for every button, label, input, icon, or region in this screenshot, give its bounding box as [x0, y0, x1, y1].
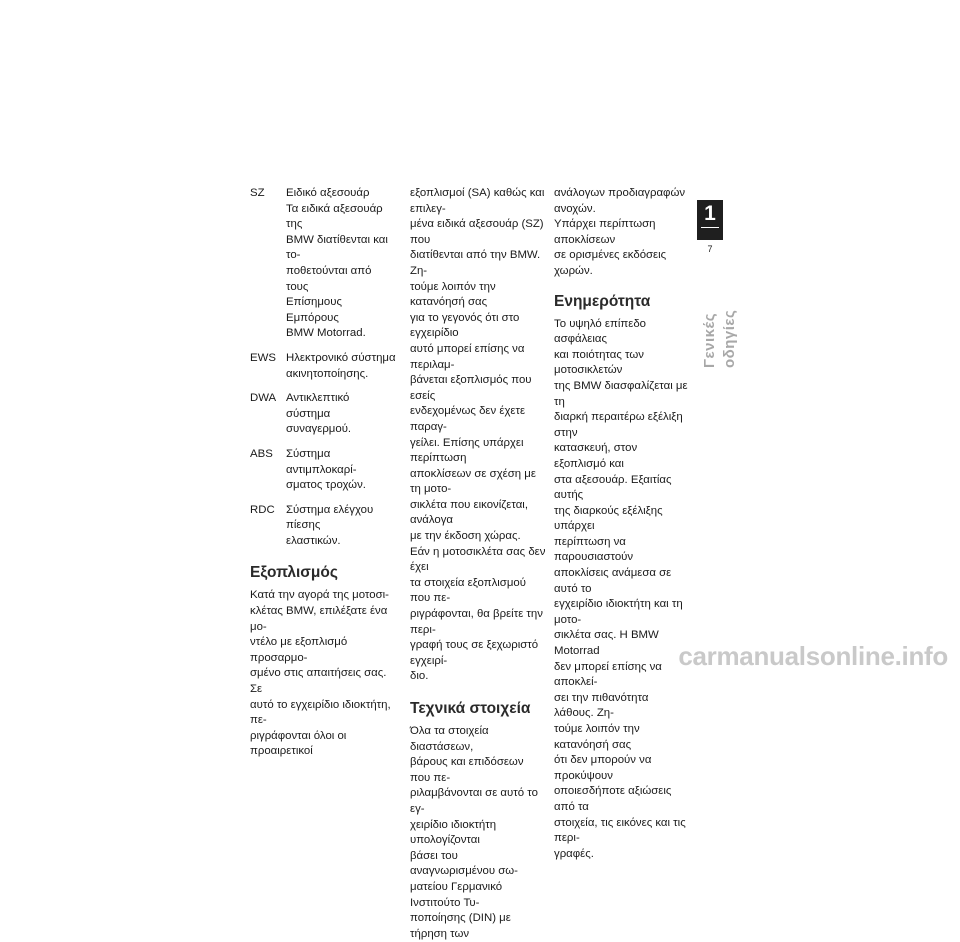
updates-heading: Ενημερότητα [554, 292, 651, 310]
abbreviation-key: RDC [250, 503, 275, 516]
chapter-title: Γενικές οδηγίες [701, 309, 738, 368]
chapter-divider [701, 227, 719, 228]
abbreviation-key: DWA [250, 392, 277, 405]
watermark: carmanualsonline.info [678, 641, 948, 671]
abbreviation-text: Αντικλεπτικό σύστημα συναγερμού. [286, 392, 352, 436]
abbreviation-text: Ηλεκτρονικό σύστημα ακινητοποίησης. [286, 351, 396, 380]
abbreviation-list [250, 186, 396, 549]
chapter-number: 1 [704, 202, 716, 225]
column-left [250, 186, 396, 760]
technical-data-paragraph-continued: ανάλογων προδιαγραφών ανοχών. Υπάρχει περίπτωση αποκλίσεων σε ορισμένες εκδόσεις χωρών. [554, 187, 686, 277]
column-right [554, 186, 690, 862]
abbreviation-row [250, 186, 396, 342]
abbreviation-key: EWS [250, 351, 276, 364]
technical-data-paragraph: Όλα τα στοιχεία διαστάσεων, βάρους και επιδόσεων που πε- ριλαμβάνονται σε αυτό το εγ- χειρίδιο ιδιοκτήτη υπολογίζονται βάσει του αναγνωρισμένου σω- ματείου Γερμανικό Ινστιτούτο Τυ- ποποίησης (DIN) με τήρηση των [410, 725, 538, 940]
equipment-heading: Εξοπλισμός [250, 564, 338, 582]
abbreviation-text: Ειδικό αξεσουάρ Τα ειδικά αξεσουάρ της BMW διατίθενται και το- ποθετούνται από τους Επίσημους Εμπόρους BMW Motorrad. [286, 187, 388, 340]
column-middle [410, 186, 546, 942]
abbreviation-key: SZ [250, 187, 265, 199]
abbreviation-row [250, 503, 396, 550]
page-number: 7 [707, 244, 713, 254]
abbreviation-row [250, 447, 396, 494]
page-number-box [697, 240, 723, 260]
equipment-paragraph: Κατά την αγορά της μοτοσι- κλέτας BMW, επιλέξατε ένα μο- ντέλο με εξοπλισμό προσαρμο- σμένο στις απαιτήσεις σας. Σε αυτό το εγχειρίδιο ιδιοκτήτη, πε- ριγράφονται όλοι οι προαιρετικοί [250, 589, 391, 758]
abbreviation-row [250, 351, 396, 382]
abbreviation-text: Σύστημα ελέγχου πίεσης ελαστικών. [286, 503, 374, 547]
chapter-tab [697, 200, 723, 240]
abbreviation-key: ABS [250, 447, 273, 460]
abbreviation-row [250, 391, 396, 438]
equipment-paragraph-continued: εξοπλισμοί (SA) καθώς και επιλεγ- μένα ειδικά αξεσουάρ (SZ) που διατίθενται από την BMW. Ζη- τούμε λοιπόν την κατανόησή σας για το γεγονός ότι στο εγχειρίδιο αυτό μπορεί επίσης να περιλαμ- βάνεται εξοπλισμός που εσείς ενδεχομένως δεν έχετε παραγ- γείλει. Επίσης υπάρχει περίπτωση αποκλίσεων σε σχέση με τη μοτο- σικλέτα που εικονίζεται, ανάλογα με την έκδοση χώρας. Εάν η μοτοσικλέτα σας δεν έχει τα στοιχεία εξοπλισμού που πε- ριγράφονται, θα βρείτε την περι- γραφή τους σε ξεχωριστό εγχειρί- διο. [410, 187, 546, 683]
updates-paragraph: Το υψηλό επίπεδο ασφάλειας και ποιότητας των μοτοσικλετών της BMW διασφαλίζεται με τη διαρκή περαιτέρω εξέλιξη στην κατασκευή, στον εξοπλισμό και στα αξεσουάρ. Εξαιτίας αυτής της διαρκούς εξέλιξης υπάρχει περίπτωση να παρουσιαστούν αποκλίσεις ανάμεσα σε αυτό το εγχειρίδιο ιδιοκτήτη και τη μοτο- σικλέτα σας. Η BMW Motorrad δεν μπορεί επίσης να αποκλεί- σει την πιθανότητα λάθους. Ζη- τούμε λοιπόν την κατανόησή σας ότι δεν μπορούν να προκύψουν οποιεσδήποτε αξιώσεις από τα στοιχεία, τις εικόνες και τις περι- γραφές. [554, 317, 688, 860]
technical-data-heading: Τεχνικά στοιχεία [410, 700, 531, 717]
abbreviation-text: Σύστημα αντιμπλοκαρί- σματος τροχών. [286, 447, 366, 492]
